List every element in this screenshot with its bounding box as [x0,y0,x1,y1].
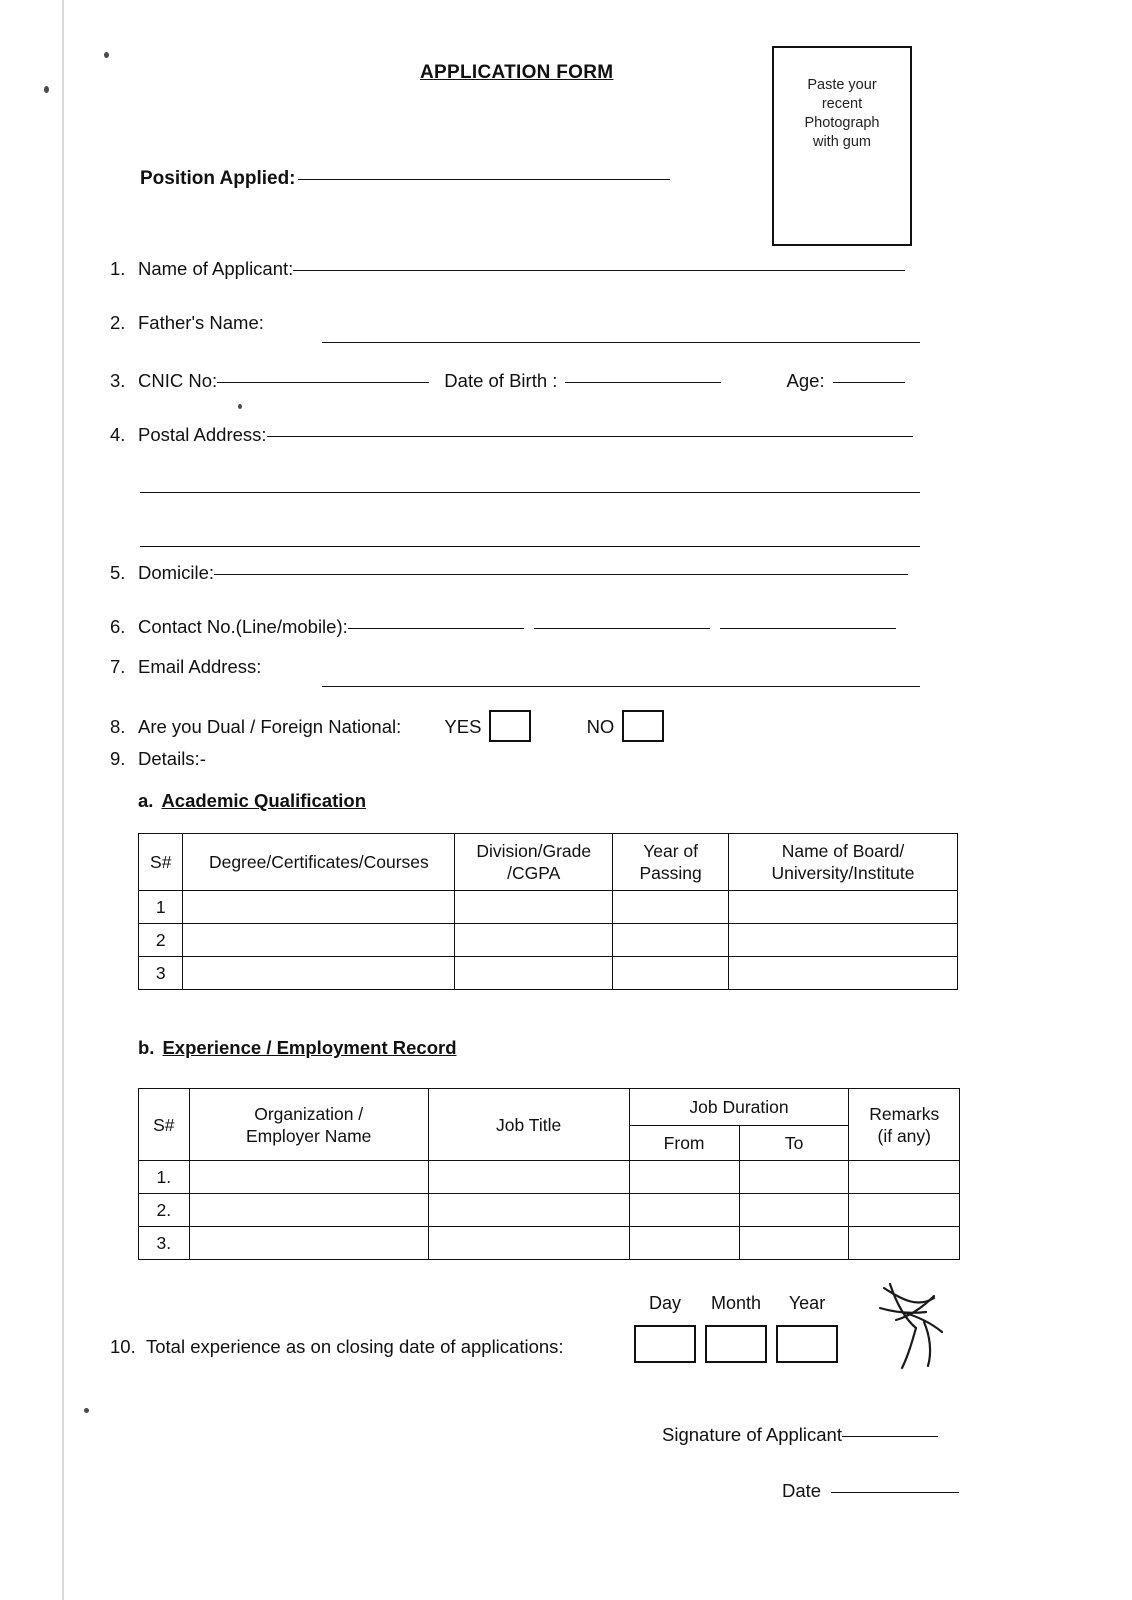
field-label: Email Address: [138,656,262,677]
experience-col-remarks-line2: (if any) [877,1125,931,1146]
year-label: Year [788,1293,826,1313]
field-postal-address [110,424,913,446]
experience-row-3-to[interactable] [739,1227,849,1260]
table-row [139,1194,960,1227]
signature-input-line[interactable] [842,1436,938,1437]
experience-row-1-to[interactable] [739,1161,849,1194]
field-label: Are you Dual / Foreign National: [138,716,402,737]
experience-col-job-title: Job Title [428,1089,629,1161]
experience-row-2-title[interactable] [428,1194,629,1227]
fathers-name-input-line[interactable] [322,342,920,343]
academic-row-1-year[interactable] [613,891,729,924]
academic-col-board [728,834,957,891]
field-number: 1. [110,258,126,279]
field-number: 5. [110,562,126,583]
experience-col-job-duration: Job Duration [629,1089,849,1126]
field-total-experience [110,1336,564,1358]
field-label: Total experience as on closing date of applications: [146,1336,564,1357]
date-of-birth-label: Date of Birth : [444,370,558,391]
experience-col-organization-line2: Employer Name [245,1125,372,1146]
contact-number-input-line-3[interactable] [720,628,896,629]
experience-employment-table [138,1088,960,1260]
section-header-experience-record [138,1037,457,1059]
academic-col-division-line1: Division/Grade [476,841,592,861]
field-label: Postal Address: [138,424,267,445]
field-label: Domicile: [138,562,215,583]
table-row [139,1227,960,1260]
domicile-input-line[interactable] [214,574,908,575]
experience-row-3-remarks[interactable] [849,1227,960,1260]
academic-col-division [455,834,613,891]
academic-col-degree: Degree/Certificates/Courses [183,834,455,891]
academic-row-2-degree[interactable] [183,924,455,957]
field-number: 9. [110,748,126,769]
photo-hint-line-3: Photograph [804,115,880,131]
field-label: CNIC No: [138,370,218,391]
academic-row-3-division[interactable] [455,957,613,990]
experience-row-1-org[interactable] [189,1161,428,1194]
section-letter: a. [138,790,154,811]
experience-row-2-org[interactable] [189,1194,428,1227]
photograph-placeholder-box [772,46,912,246]
academic-row-1-sno: 1 [139,891,183,924]
academic-col-year-line1: Year of [643,841,699,861]
field-label: Details:- [138,748,206,769]
experience-row-2-to[interactable] [739,1194,849,1227]
signature-label: Signature of Applicant [662,1424,842,1445]
academic-row-3-board[interactable] [728,957,957,990]
experience-col-to: To [739,1126,849,1161]
section-title: Academic Qualification [161,790,367,811]
table-row [139,1161,960,1194]
table-header-row [139,834,958,891]
academic-row-2-year[interactable] [613,924,729,957]
postal-address-input-line-1[interactable] [267,436,913,437]
field-name-of-applicant [110,258,905,280]
photo-hint-line-2: recent [821,96,863,112]
academic-col-division-line2: /CGPA [507,863,561,883]
section-letter: b. [138,1037,155,1058]
scan-speck [44,86,49,93]
table-row [139,924,958,957]
handwritten-signature-mark [872,1282,956,1374]
experience-col-remarks-line1: Remarks [869,1103,940,1124]
contact-number-input-line-1[interactable] [348,628,524,629]
name-of-applicant-input-line[interactable] [293,270,905,271]
experience-row-1-sno: 1. [139,1161,190,1194]
experience-col-sno: S# [139,1089,190,1161]
academic-row-2-division[interactable] [455,924,613,957]
date-input-line[interactable] [831,1492,959,1493]
academic-col-sno: S# [139,834,183,891]
total-experience-year-box[interactable] [776,1325,838,1363]
page-edge-artifact [62,0,64,1600]
dual-national-yes-checkbox[interactable] [489,710,531,742]
academic-row-1-division[interactable] [455,891,613,924]
field-number: 2. [110,312,126,333]
experience-row-2-sno: 2. [139,1194,190,1227]
field-label: Father's Name: [138,312,264,333]
experience-row-2-remarks[interactable] [849,1194,960,1227]
page-title: APPLICATION FORM [420,62,614,83]
experience-col-remarks [849,1089,960,1161]
age-label: Age: [786,370,825,391]
contact-number-input-line-2[interactable] [534,628,710,629]
table-row [139,957,958,990]
experience-row-3-sno: 3. [139,1227,190,1260]
field-domicile [110,562,908,584]
experience-row-3-from[interactable] [629,1227,739,1260]
scan-speck [104,52,109,58]
dual-national-no-checkbox[interactable] [622,710,664,742]
field-contact-number [110,616,896,638]
field-email-address [110,656,261,678]
field-cnic-dob-age [110,370,905,392]
email-address-input-line[interactable] [322,686,920,687]
academic-row-3-sno: 3 [139,957,183,990]
photo-hint-line-1: Paste your [807,77,877,93]
academic-row-1-board[interactable] [728,891,957,924]
academic-col-year [613,834,729,891]
position-applied-label: Position Applied: [140,168,296,189]
field-details [110,748,206,770]
total-experience-day-box[interactable] [634,1325,696,1363]
experience-row-3-org[interactable] [189,1227,428,1260]
field-number: 10. [110,1336,136,1357]
month-label: Month [710,1293,762,1313]
experience-row-1-remarks[interactable] [849,1161,960,1194]
photo-hint-line-4: with gum [812,134,872,150]
field-label: Name of Applicant: [138,258,294,279]
academic-col-year-line2: Passing [639,863,702,883]
table-row [139,891,958,924]
total-experience-inputs [634,1325,847,1368]
no-label: NO [586,716,615,737]
field-number: 8. [110,716,126,737]
experience-row-2-from[interactable] [629,1194,739,1227]
section-header-academic-qualification [138,790,366,812]
postal-address-input-line-2[interactable] [140,492,920,493]
duration-unit-labels [634,1293,838,1314]
scan-speck [238,404,242,409]
day-label: Day [648,1293,681,1313]
position-applied-input-line[interactable] [298,179,670,180]
academic-col-board-line1: Name of Board/ [781,841,905,861]
field-dual-foreign-national [110,710,664,742]
academic-col-board-line2: University/Institute [771,863,915,883]
academic-qualification-table [138,833,958,990]
field-number: 4. [110,424,126,445]
total-experience-month-box[interactable] [705,1325,767,1363]
academic-row-1-degree[interactable] [183,891,455,924]
date-of-birth-input-line[interactable] [565,382,721,383]
position-applied-row [140,168,670,190]
field-label: Contact No.(Line/mobile): [138,616,348,637]
academic-row-3-degree[interactable] [183,957,455,990]
section-title: Experience / Employment Record [162,1037,457,1058]
table-header-row [139,1089,960,1126]
date-label: Date [782,1480,822,1501]
signature-of-applicant-row [662,1424,938,1446]
field-fathers-name [110,312,264,334]
experience-row-1-title[interactable] [428,1161,629,1194]
academic-row-3-year[interactable] [613,957,729,990]
field-number: 3. [110,370,126,391]
field-number: 6. [110,616,126,637]
yes-label: YES [444,716,482,737]
postal-address-input-line-3[interactable] [140,546,920,547]
academic-row-2-sno: 2 [139,924,183,957]
scan-speck [84,1408,89,1413]
experience-col-organization [189,1089,428,1161]
field-number: 7. [110,656,126,677]
academic-row-2-board[interactable] [728,924,957,957]
cnic-input-line[interactable] [217,382,429,383]
experience-col-organization-line1: Organization / [254,1103,364,1124]
experience-col-from: From [629,1126,739,1161]
date-row [782,1480,959,1502]
experience-row-1-from[interactable] [629,1161,739,1194]
age-input-line[interactable] [833,382,905,383]
experience-row-3-title[interactable] [428,1227,629,1260]
